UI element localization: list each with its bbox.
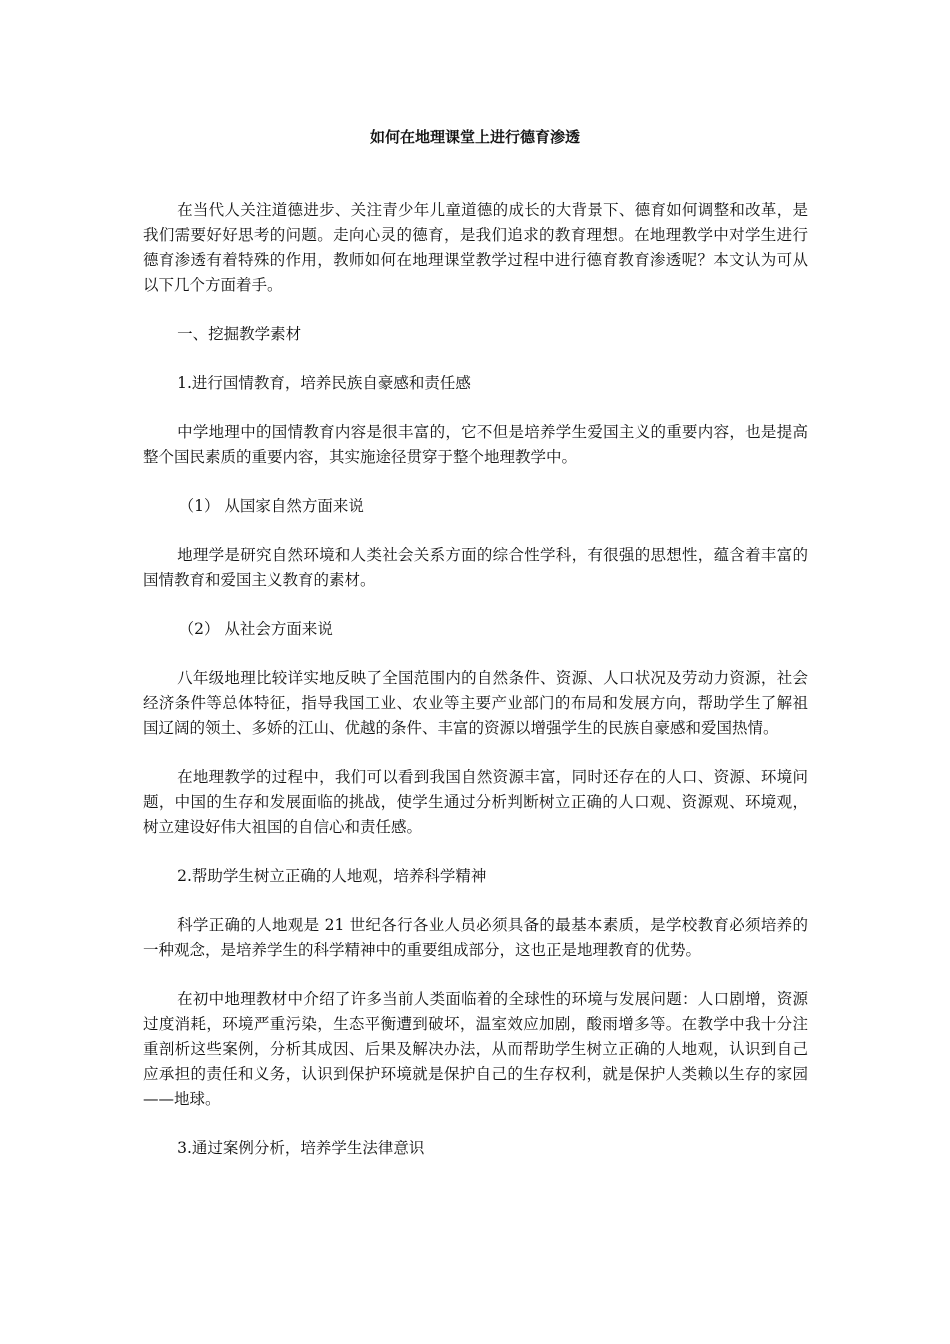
- subsection-heading-3: 3.通过案例分析，培养学生法律意识: [177, 1139, 425, 1157]
- subsection-heading-2: 2.帮助学生树立正确的人地观，培养科学精神: [177, 867, 487, 885]
- subsection-heading-1: 1.进行国情教育，培养民族自豪感和责任感: [177, 374, 471, 392]
- body-paragraph: 中学地理中的国情教育内容是很丰富的，它不但是培养学生爱国主义的重要内容，也是提高整个国民素质的重要内容，其实施途径贯穿于整个地理教学中。: [143, 423, 808, 466]
- body-paragraph: 在初中地理教材中介绍了许多当前人类面临着的全球性的环境与发展问题：人口剧增，资源过度消耗，环境严重污染，生态平衡遭到破坏，温室效应加剧，酸雨增多等。在教学中我十分注重剖析这些案例，分析其成因、后果及解决办法，从而帮助学生树立正确的人地观，认识到自己应承担的责任和义务，认识到保护环境就是保护自己的生存权利，就是保护人类赖以生存的家园——地球。: [143, 990, 808, 1108]
- body-paragraph: 科学正确的人地观是 21 世纪各行各业人员必须具备的最基本素质，是学校教育必须培养的一种观念，是培养学生的科学精神中的重要组成部分，这也正是地理教育的优势。: [143, 916, 808, 959]
- body-paragraph: 八年级地理比较详实地反映了全国范围内的自然条件、资源、人口状况及劳动力资源，社会经济条件等总体特征，指导我国工业、农业等主要产业部门的布局和发展方向，帮助学生了解祖国辽阔的领土、多娇的江山、优越的条件、丰富的资源以增强学生的民族自豪感和爱国热情。: [143, 669, 808, 737]
- intro-paragraph: 在当代人关注道德进步、关注青少年儿童道德的成长的大背景下、德育如何调整和改革，是我们需要好好思考的问题。走向心灵的德育，是我们追求的教育理想。在地理教学中对学生进行德育渗透有着特殊的作用，教师如何在地理课堂教学过程中进行德育教育渗透呢？本文认为可从以下几个方面着手。: [143, 201, 808, 294]
- point-heading-1: （1） 从国家自然方面来说: [178, 497, 364, 515]
- body-paragraph: 在地理教学的过程中，我们可以看到我国自然资源丰富，同时还存在的人口、资源、环境问题，中国的生存和发展面临的挑战，使学生通过分析判断树立正确的人口观、资源观、环境观，树立建设好伟大祖国的自信心和责任感。: [143, 768, 808, 836]
- body-paragraph: 地理学是研究自然环境和人类社会关系方面的综合性学科，有很强的思想性，蕴含着丰富的国情教育和爱国主义教育的素材。: [143, 546, 808, 589]
- document-title: 如何在地理课堂上进行德育渗透: [369, 128, 580, 146]
- point-heading-2: （2） 从社会方面来说: [178, 620, 333, 638]
- document-body: [143, 198, 808, 1185]
- section-heading-1: 一、挖掘教学素材: [177, 325, 302, 343]
